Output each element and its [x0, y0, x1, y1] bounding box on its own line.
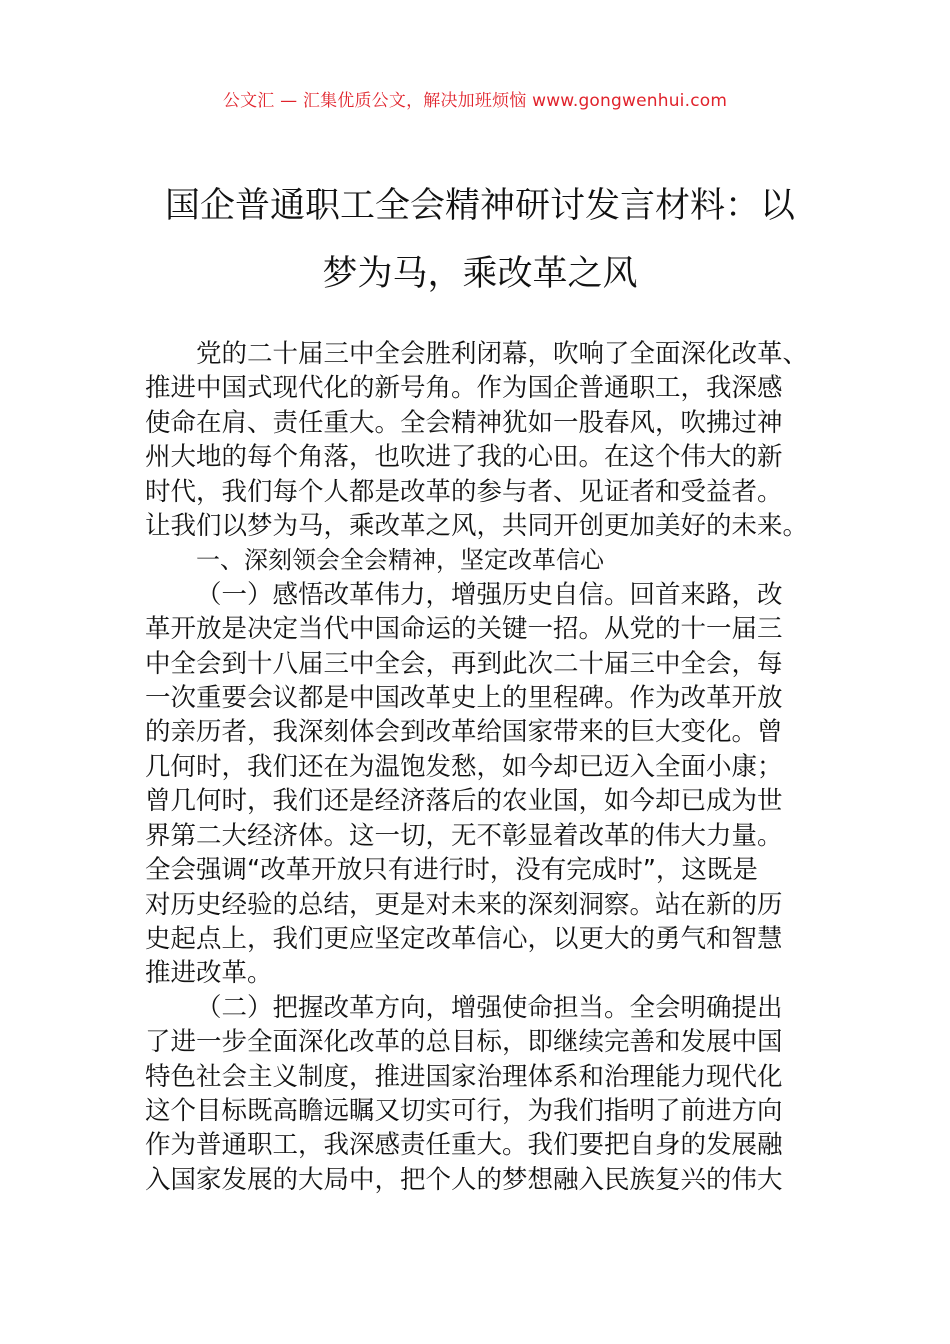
document-body — [145, 337, 810, 1197]
paragraph-1-line: 的亲历者，我深刻体会到改革给国家带来的巨大变化。曾 — [145, 717, 783, 748]
paragraph-2-line: 入国家发展的大局中，把个人的梦想融入民族复兴的伟大 — [145, 1164, 783, 1195]
paragraph-intro-line: 党的二十届三中全会胜利闭幕，吹响了全面深化改革、 — [196, 339, 809, 369]
paragraph-2-line: 这个目标既高瞻远瞩又切实可行，为我们指明了前进方向 — [145, 1095, 783, 1126]
paragraph-1-line: 对历史经验的总结，更是对未来的深刻洞察。站在新的历 — [145, 889, 783, 920]
paragraph-1-line: 革开放是决定当代中国命运的关键一招。从党的十一届三 — [145, 614, 783, 645]
paragraph-1-line: 史起点上，我们更应坚定改革信心，以更大的勇气和智慧 — [145, 923, 783, 954]
paragraph-1-line: （一）感悟改革伟力，增强历史自信。回首来路，改 — [196, 579, 783, 610]
paragraph-intro-line: 州大地的每个角落，也吹进了我的心田。在这个伟大的新 — [145, 442, 783, 473]
paragraph-1-line: 推进改革。 — [145, 958, 273, 989]
paragraph-1-line: 界第二大经济体。这一切，无不彰显着改革的伟大力量。 — [145, 820, 783, 851]
paragraph-intro-line: 让我们以梦为马，乘改革之风，共同开创更加美好的未来。 — [145, 511, 809, 542]
paragraph-1-line: 中全会到十八届三中全会，再到此次二十届三中全会，每 — [145, 648, 783, 679]
paragraph-1-line: 几何时，我们还在为温饱发愁，如今却已迈入全面小康； — [145, 751, 783, 782]
paragraph-2-line: （二）把握改革方向，增强使命担当。全会明确提出 — [196, 992, 783, 1023]
paragraph-1-line: 一次重要会议都是中国改革史上的里程碑。作为改革开放 — [145, 683, 783, 714]
title-line-1: 国企普通职工全会精神研讨发言材料：以 — [164, 186, 795, 226]
paragraph-1-line: 曾几何时，我们还是经济落后的农业国，如今却已成为世 — [145, 786, 783, 817]
document-title — [140, 172, 820, 308]
watermark-banner: 公文汇 — 汇集优质公文，解决加班烦恼 www.gongwenhui.com — [222, 91, 728, 111]
title-line-2: 梦为马，乘改革之风 — [322, 254, 638, 294]
section-heading-1: 一、深刻领会全会精神，坚定改革信心 — [196, 546, 604, 575]
paragraph-intro-line: 时代，我们每个人都是改革的参与者、见证者和受益者。 — [145, 476, 783, 507]
paragraph-2-line: 特色社会主义制度，推进国家治理体系和治理能力现代化 — [145, 1061, 783, 1092]
paragraph-intro-line: 推进中国式现代化的新号角。作为国企普通职工，我深感 — [145, 373, 783, 404]
paragraph-2-line: 作为普通职工，我深感责任重大。我们要把自身的发展融 — [145, 1130, 783, 1161]
paragraph-2-line: 了进一步全面深化改革的总目标，即继续完善和发展中国 — [145, 1027, 783, 1058]
paragraph-1-line: 全会强调“改革开放只有进行时，没有完成时”，这既是 — [145, 855, 758, 886]
paragraph-intro-line: 使命在肩、责任重大。全会精神犹如一股春风，吹拂过神 — [145, 407, 783, 438]
